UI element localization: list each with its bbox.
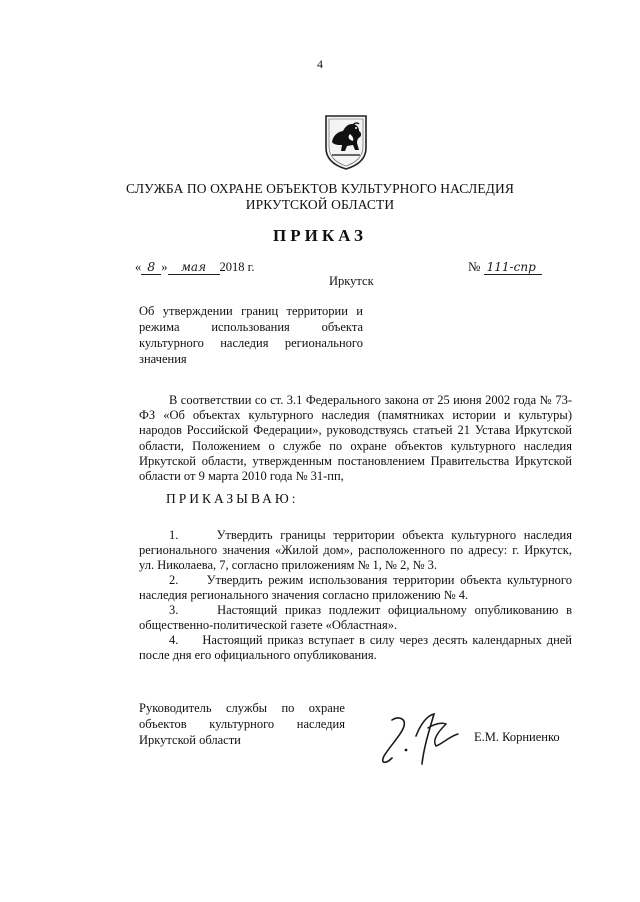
order-date xyxy=(135,259,254,275)
date-year: 2018 г. xyxy=(219,260,255,274)
item-text: Утвердить границы территории объекта культурного наследия регионального значения «Жилой дом», расположенного по адресу: г. Иркутск, ул. Николаева, 7, согласно приложениям № 1, № 2, № 3. xyxy=(139,528,572,573)
role-line-1: Руководитель службы по охране xyxy=(139,701,345,715)
date-day-handwritten: 8 xyxy=(141,259,161,275)
date-month-handwritten: мая xyxy=(168,260,220,275)
order-number xyxy=(468,259,542,275)
signatory-role xyxy=(139,700,345,748)
order-subject: Об утверждении границ территории и режима использования объекта культурного наследия регионального значения xyxy=(139,304,363,366)
date-close-quote: » xyxy=(161,260,168,274)
item-number: 1. xyxy=(169,528,179,542)
date-open-quote: « xyxy=(135,260,142,274)
item-text: Утвердить режим использования территории объекта культурного наследия регионального значения согласно приложению № 4. xyxy=(139,573,572,603)
order-item-2 xyxy=(139,573,572,603)
role-line-2: объектов культурного наследия xyxy=(139,717,345,731)
preamble-paragraph: В соответствии со ст. 3.1 Федерального закона от 25 июня 2002 года № 73-ФЗ «Об объектах культурного наследия (памятниках истории и культуры) народов Российской Федерации», руководствуясь статьей 21 Устава Иркутской области, Положением о службе по охране объектов культурного наследия Иркутской области, утвержденным постановлением Правительства Иркутской области от 9 марта 2010 года № 31-пп, xyxy=(139,393,572,484)
coat-of-arms-icon xyxy=(323,112,369,170)
order-item-4 xyxy=(139,633,572,663)
city: Иркутск xyxy=(329,274,374,288)
page-number: 4 xyxy=(317,57,323,71)
document-title: ПРИКАЗ xyxy=(273,226,367,245)
item-text: Настоящий приказ подлежит официальному опубликованию в общественно-политической газете «Областная». xyxy=(139,603,573,633)
role-line-3: Иркутской области xyxy=(139,733,241,747)
number-prefix: № xyxy=(468,259,481,274)
item-text: Настоящий приказ вступает в силу через десять календарных дней после дня его официального опубликования. xyxy=(139,633,572,663)
order-item-3 xyxy=(139,603,572,633)
signatory-name: Е.М. Корниенко xyxy=(474,730,560,744)
handwritten-signature xyxy=(372,706,472,770)
item-number: 3. xyxy=(169,603,179,617)
item-number: 2. xyxy=(169,573,179,587)
number-handwritten: 111-спр xyxy=(484,260,542,275)
order-word: ПРИКАЗЫВАЮ: xyxy=(166,491,299,506)
item-number: 4. xyxy=(169,633,179,647)
order-item-1 xyxy=(139,528,572,574)
organization-line-1: СЛУЖБА ПО ОХРАНЕ ОБЪЕКТОВ КУЛЬТУРНОГО НАСЛЕДИЯ xyxy=(126,181,514,196)
organization-line-2: ИРКУТСКОЙ ОБЛАСТИ xyxy=(245,197,395,212)
